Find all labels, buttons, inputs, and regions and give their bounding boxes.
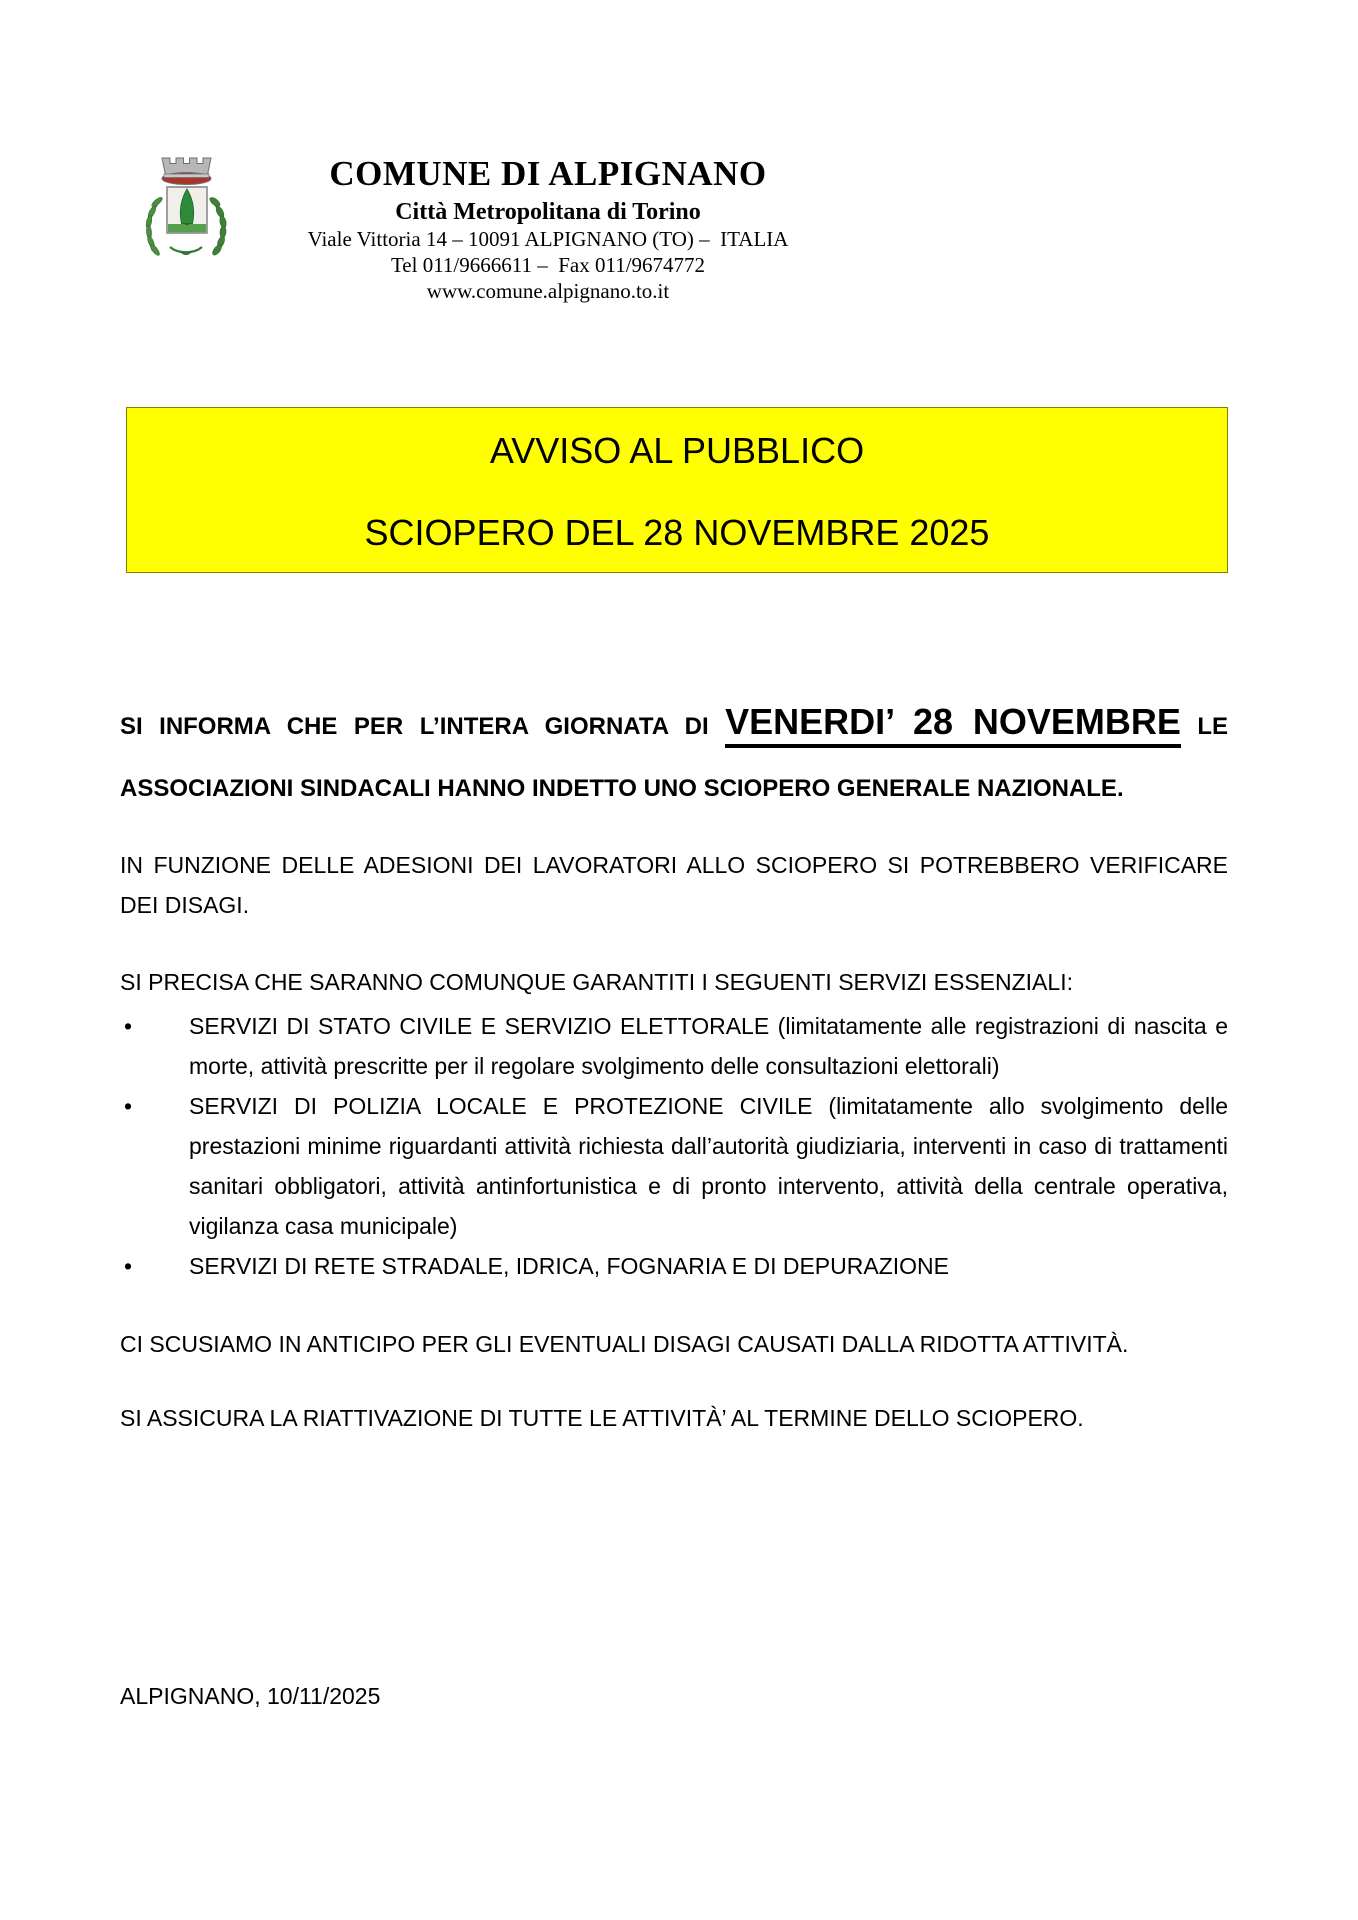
paragraph-resumption: SI ASSICURA LA RIATTIVAZIONE DI TUTTE LE ATTIVITÀ’ AL TERMINE DELLO SCIOPERO. [120,1405,1084,1431]
municipality-name: COMUNE DI ALPIGNANO [329,154,767,193]
service-item-local-police [120,1086,1228,1246]
paragraph-announcement [120,696,1228,809]
paragraph-guaranteed-services-intro: SI PRECISA CHE SARANNO COMUNQUE GARANTITI I SEGUENTI SERVIZI ESSENZIALI: [120,969,1073,995]
website-line: www.comune.alpignano.to.it [426,279,670,303]
announcement-line1 [120,696,1228,753]
banner-subtitle: SCIOPERO DEL 28 NOVEMBRE 2025 [364,512,990,553]
announcement-prefix: SI INFORMA CHE PER L’INTERA GIORNATA DI [120,713,709,740]
announcement-suffix: LE [1197,713,1229,740]
banner-title: AVVISO AL PUBBLICO [489,430,865,471]
service-item-road-water-network [120,1246,1228,1286]
service-item-text: SERVIZI DI RETE STRADALE, IDRICA, FOGNARIA E DI DEPURAZIONE [189,1253,949,1279]
paragraph-disruptions: IN FUNZIONE DELLE ADESIONI DEI LAVORATORI ALLO SCIOPERO SI POTREBBERO VERIFICARE DEI DISAGI. [120,852,1228,918]
letterhead [126,154,970,304]
service-item-civil-registry [120,1006,1228,1086]
announcement-line2: ASSOCIAZIONI SINDACALI HANNO INDETTO UNO SCIOPERO GENERALE NAZIONALE. [120,775,1124,802]
notice-banner [126,407,1228,573]
strike-date-highlight: VENERDI’ 28 NOVEMBRE [725,701,1181,748]
metropolitan-city-line: Città Metropolitana di Torino [395,199,701,225]
paragraph-apology: CI SCUSIAMO IN ANTICIPO PER GLI EVENTUALI DISAGI CAUSATI DALLA RIDOTTA ATTIVITÀ. [120,1331,1129,1357]
essential-services-list [120,1006,1228,1286]
service-item-text: SERVIZI DI POLIZIA LOCALE E PROTEZIONE CIVILE (limitatamente allo svolgimento delle prestazioni minime riguardanti attività richiesta dall’autorità giudiziaria, interventi in caso di trattamenti sanitari obbligatori, attività antinfortunistica e di pronto intervento, attività della centrale operativa, vigilanza casa municipale) [189,1093,1228,1239]
phone-fax-line: Tel 011/9666611 – Fax 011/9674772 [390,253,706,277]
address-line: Viale Vittoria 14 – 10091 ALPIGNANO (TO) – ITALIA [307,227,789,251]
service-item-text: SERVIZI DI STATO CIVILE E SERVIZIO ELETTORALE (limitatamente alle registrazioni di nascita e morte, attività prescritte per il regolare svolgimento delle consultazioni elettorali) [189,1013,1228,1079]
place-date-line: ALPIGNANO, 10/11/2025 [120,1683,381,1709]
